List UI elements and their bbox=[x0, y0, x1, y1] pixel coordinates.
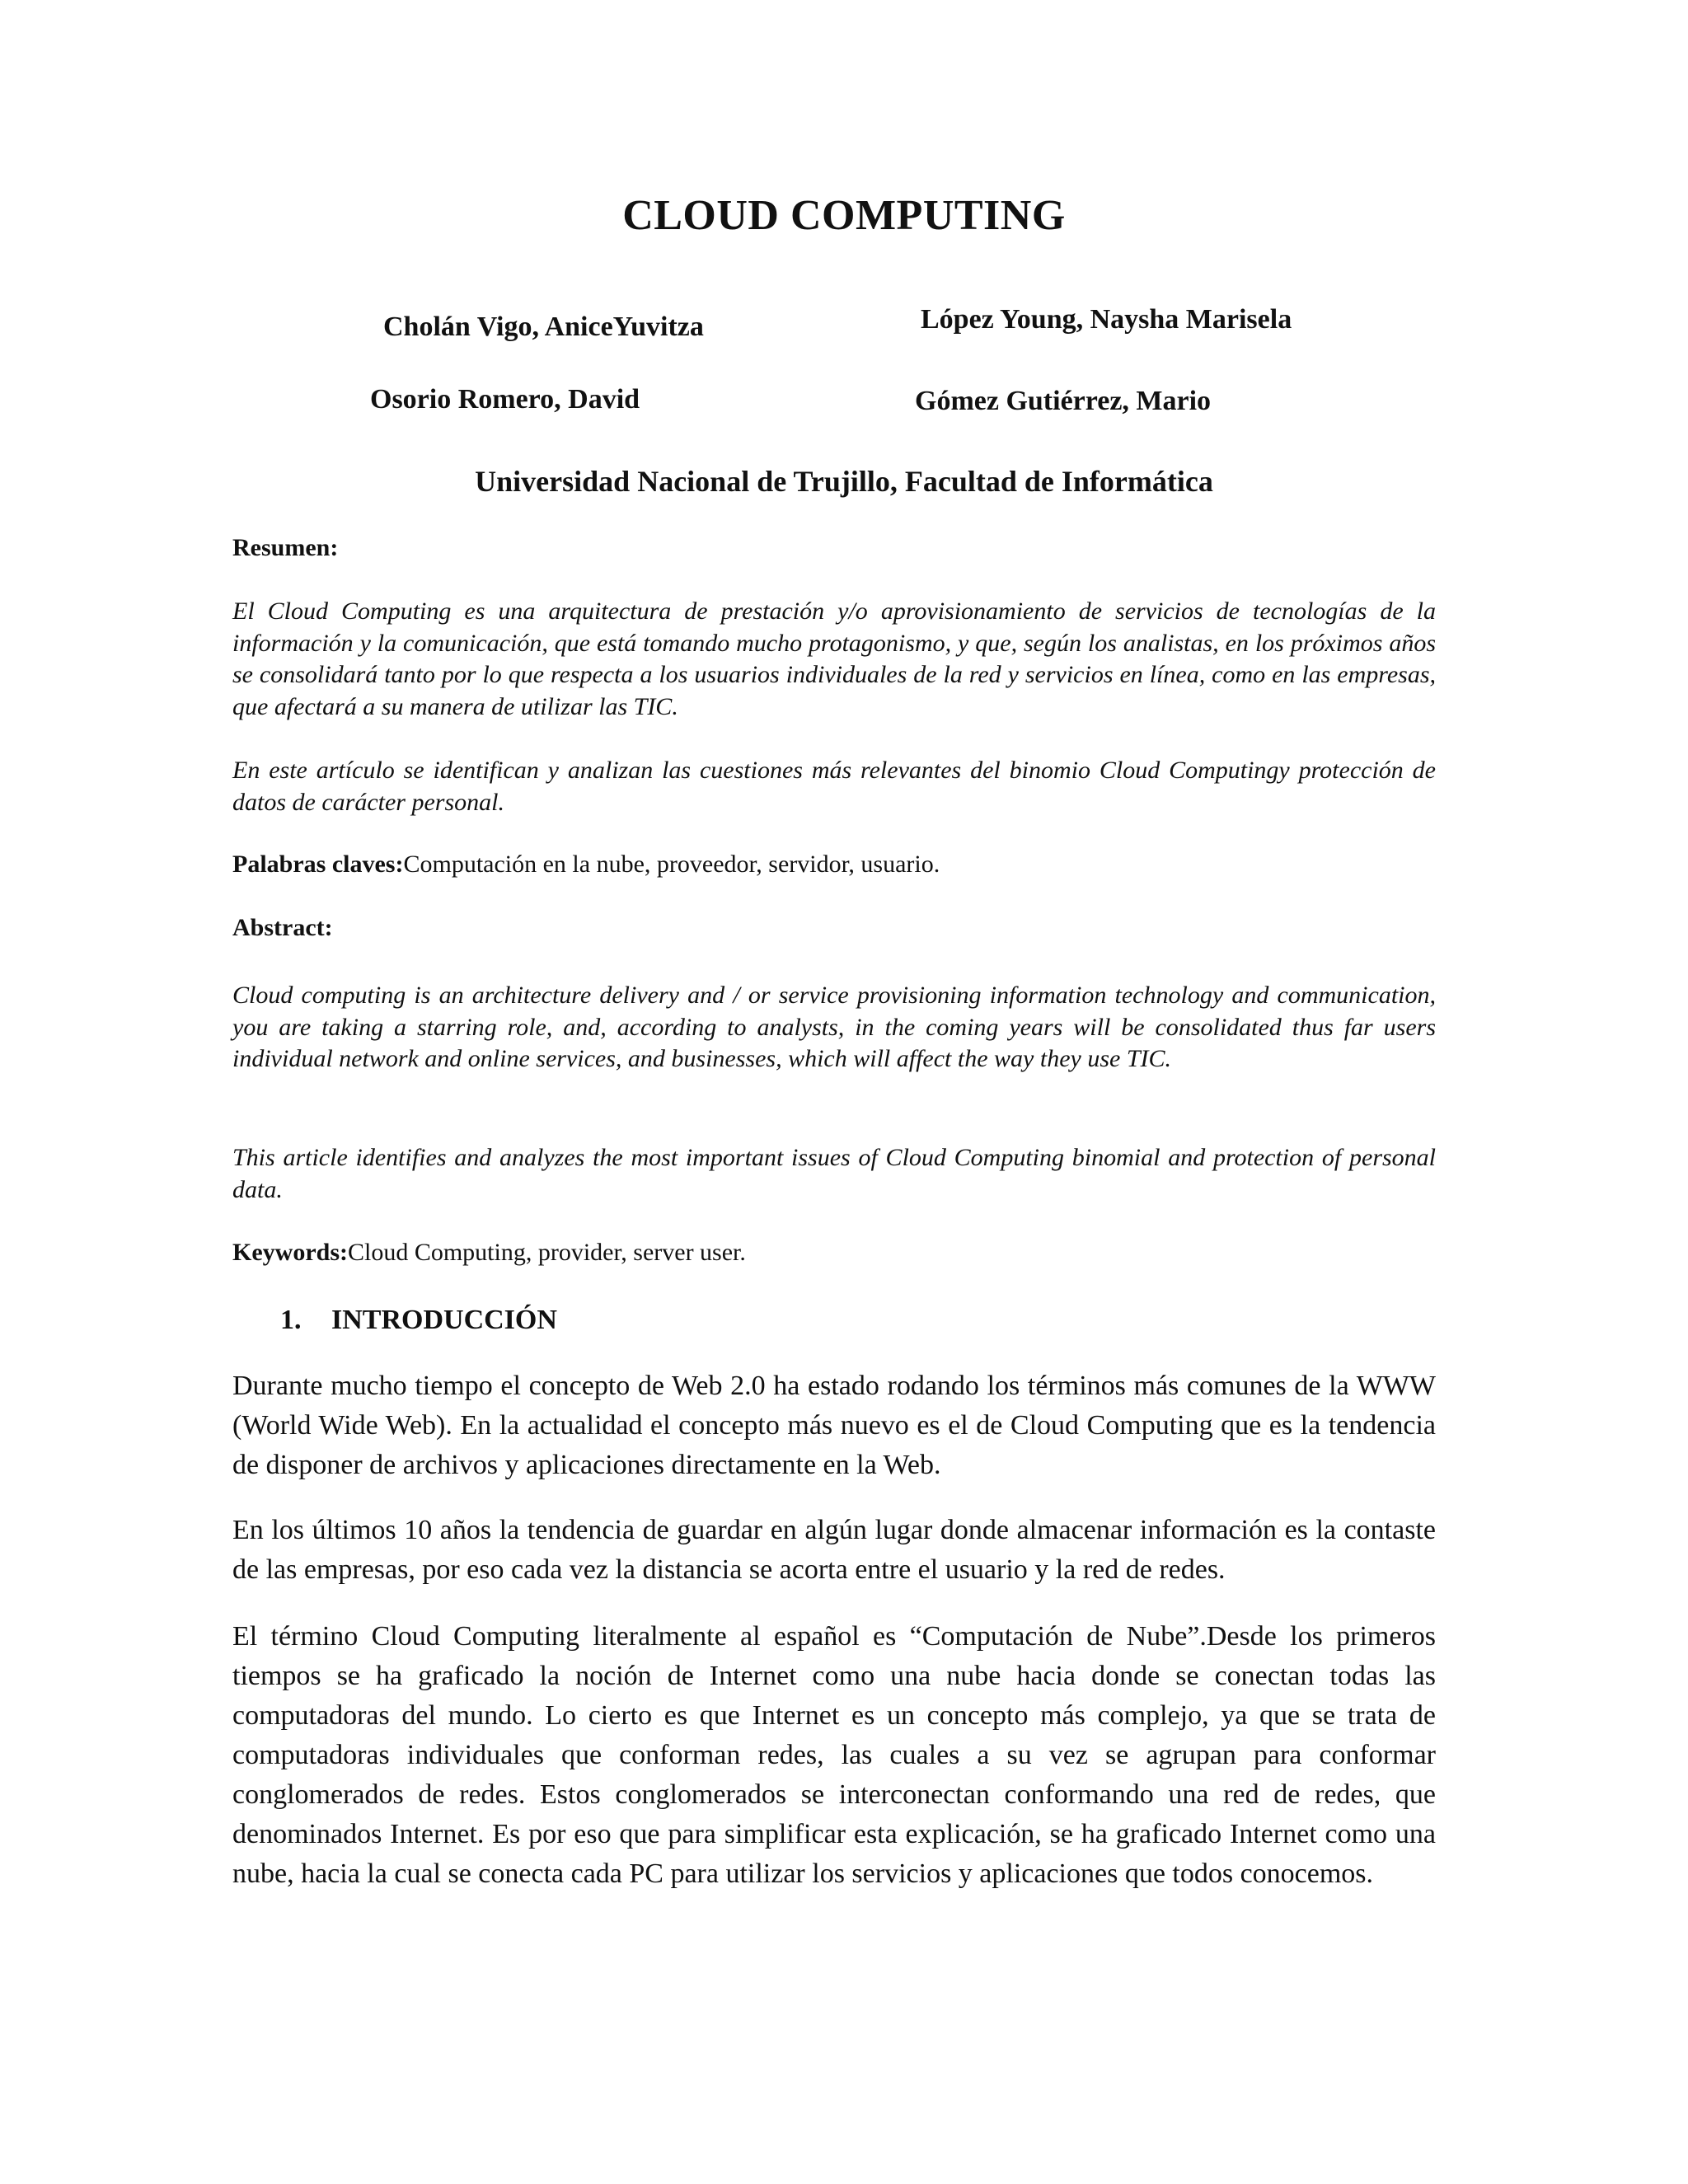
resumen-heading: Resumen: bbox=[232, 534, 339, 561]
author-name: Cholán Vigo, AniceYuvitza bbox=[383, 312, 704, 342]
body-paragraph bbox=[232, 1617, 1436, 1894]
resumen-paragraph bbox=[232, 596, 1436, 723]
author-name: Osorio Romero, David bbox=[370, 384, 640, 415]
resumen-paragraph-text: En este artículo se identifican y analizan las cuestiones más relevantes del binomio Cloud Computingy protección de datos de carácter personal. bbox=[232, 757, 1436, 816]
body-paragraph-text: Durante mucho tiempo el concepto de Web 2.0 ha estado rodando los términos más comunes de la WWW (World Wide Web). En la actualidad el concepto más nuevo es el de Cloud Computing que es la tendencia de disponer de archivos y aplicaciones directamente en la Web. bbox=[232, 1371, 1436, 1480]
resumen-paragraph-text: El Cloud Computing es una arquitectura de prestación y/o aprovisionamiento de servicios de tecnologías de la información y la comunicación, que está tomando mucho protagonismo, y que, según los analistas, en los próximos años se consolidará tanto por lo que respecta a los usuarios individuales de la red y servicios en línea, como en las empresas, que afectará a su manera de utilizar las TIC. bbox=[232, 598, 1436, 720]
abstract-paragraph bbox=[232, 1142, 1436, 1206]
paper-title: CLOUD COMPUTING bbox=[622, 192, 1066, 239]
section-title: INTRODUCCIÓN bbox=[331, 1305, 557, 1335]
affiliation: Universidad Nacional de Trujillo, Facultad de Informática bbox=[475, 465, 1213, 498]
keywords-label: Palabras claves: bbox=[232, 851, 404, 878]
body-paragraph bbox=[232, 1366, 1436, 1485]
abstract-paragraph-text: This article identifies and analyzes the most important issues of Cloud Computing binomial and protection of personal data. bbox=[232, 1144, 1436, 1203]
keywords-label: Keywords: bbox=[232, 1239, 348, 1266]
body-paragraph bbox=[232, 1511, 1436, 1590]
abstract-heading: Abstract: bbox=[232, 914, 333, 941]
author-name: López Young, Naysha Marisela bbox=[921, 304, 1292, 335]
body-paragraph-text: En los últimos 10 años la tendencia de guardar en algún lugar donde almacenar información es la contaste de las empresas, por eso cada vez la distancia se acorta entre el usuario y la red de redes. bbox=[232, 1515, 1436, 1585]
author-name: Gómez Gutiérrez, Mario bbox=[915, 386, 1212, 416]
section-number: 1. bbox=[280, 1305, 302, 1335]
resumen-paragraph bbox=[232, 755, 1436, 818]
section-heading-introduccion bbox=[280, 1305, 557, 1336]
resumen-keywords bbox=[232, 851, 1436, 879]
abstract-paragraph-text: Cloud computing is an architecture delivery and / or service provisioning information technology and communication, you are taking a starring role, and, according to analysts, in the coming years will be consolidated thus far users individual network and online services, and businesses, which will affect the way they use TIC. bbox=[232, 982, 1436, 1072]
abstract-paragraph bbox=[232, 980, 1436, 1076]
body-paragraph-text: El término Cloud Computing literalmente al español es “Computación de Nube”.Desde los primeros tiempos se ha graficado la noción de Internet como una nube hacia donde se conectan todas las computadoras del mundo. Lo cierto es que Internet es un concepto más complejo, ya que se trata de computadoras individuales que conforman redes, las cuales a su vez se agrupan para conformar conglomerados de redes. Estos conglomerados se interconectan conformando una red de redes, que denominados Internet. Es por eso que para simplificar esta explicación, se ha graficado Internet como una nube, hacia la cual se conecta cada PC para utilizar los servicios y aplicaciones que todos conocemos. bbox=[232, 1621, 1436, 1889]
keywords-text: Computación en la nube, proveedor, servidor, usuario. bbox=[403, 851, 940, 878]
keywords-text: Cloud Computing, provider, server user. bbox=[347, 1239, 746, 1266]
abstract-keywords bbox=[232, 1239, 1436, 1267]
